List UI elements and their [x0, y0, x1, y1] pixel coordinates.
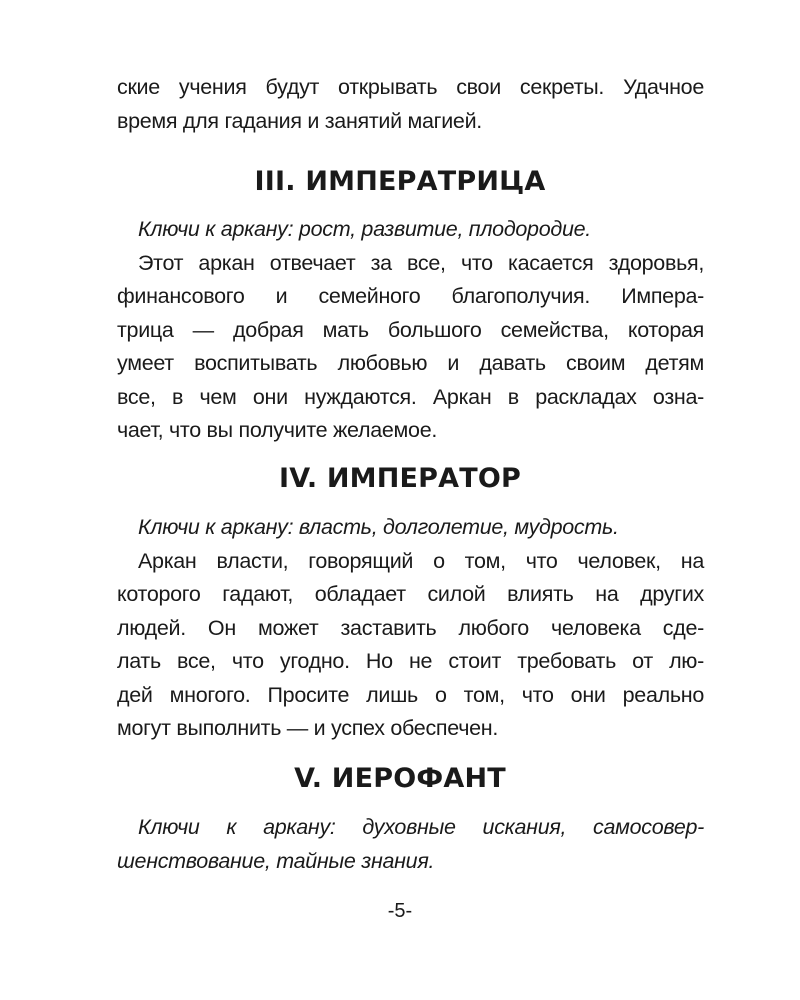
intro-line: время для гадания и занятий магией. [117, 108, 482, 133]
body-line: трица — добрая мать большого семейства, которая [117, 317, 704, 342]
body-line: лать все, что угодно. Но не стоит требовать от лю- [117, 649, 704, 673]
section-heading-hierophant: V. ИЕРОФАНТ [294, 763, 506, 794]
arcana-keys: Ключи к аркану: духовные искания, самосовер- [138, 815, 704, 839]
body-line: Аркан власти, говорящий о том, что человек, на [138, 548, 704, 573]
intro-line: ские учения будут открывать свои секреты. Удачное [117, 75, 704, 99]
body-line: людей. Он может заставить любого человека сде- [117, 615, 704, 640]
arcana-keys: Ключи к аркану: рост, развитие, плодородие. [138, 217, 591, 241]
section-hierophant-text [117, 811, 704, 878]
arcana-keys: шенствование, тайные знания. [117, 848, 435, 873]
section-heading-emperor: IV. ИМПЕРАТОР [278, 463, 522, 494]
section-empress-text [117, 213, 704, 448]
body-line: чает, что вы получите желаемое. [117, 418, 438, 442]
body-line: умеет воспитывать любовью и давать своим детям [117, 351, 704, 375]
body-line: могут выполнить — и успех обеспечен. [117, 716, 498, 740]
intro-paragraph [117, 71, 704, 138]
body-line: Этот аркан отвечает за все, что касается здоровья, [138, 250, 704, 275]
body-line: которого гадают, обладает силой влиять на других [117, 582, 704, 606]
section-emperor-text [117, 511, 704, 746]
body-line: финансового и семейного благополучия. Импера- [117, 284, 704, 308]
section-heading-empress: III. ИМПЕРАТРИЦА [254, 166, 546, 197]
body-line: все, в чем они нуждаются. Аркан в раскладах озна- [117, 384, 704, 409]
page-number: -5- [387, 900, 413, 922]
arcana-keys: Ключи к аркану: власть, долголетие, мудрость. [138, 515, 619, 539]
body-line: дей многого. Просите лишь о том, что они реально [117, 682, 704, 707]
